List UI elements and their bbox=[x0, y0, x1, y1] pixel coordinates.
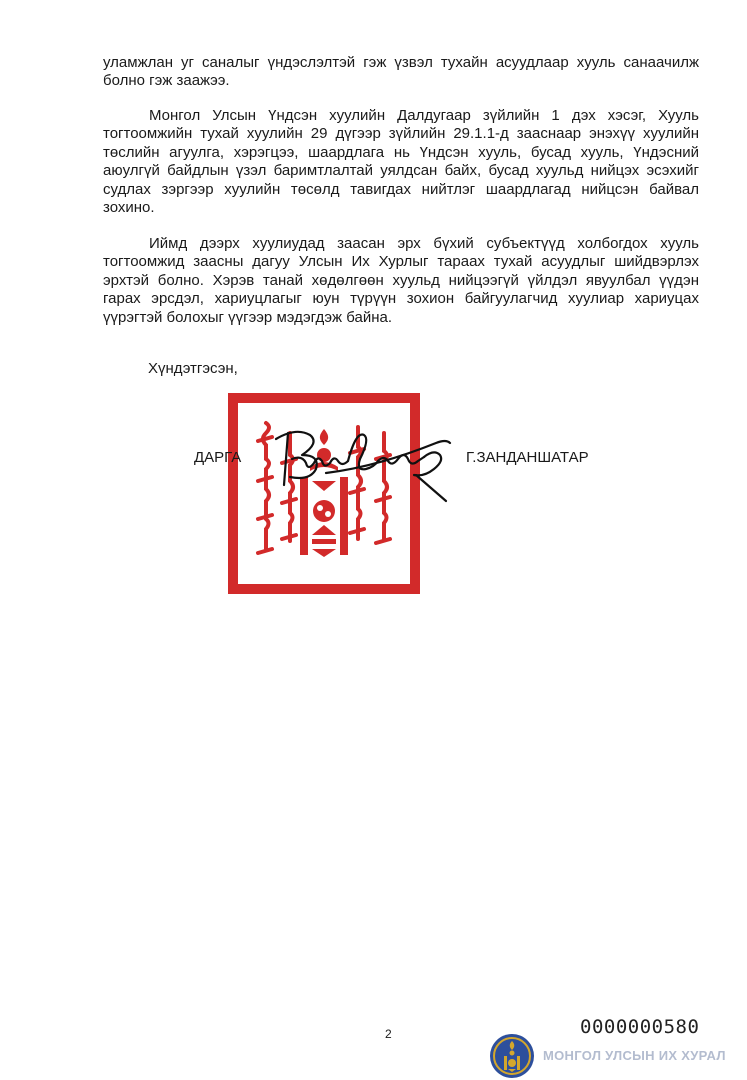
paragraph-line: төслийн агуулга, хэрэгцээ, шаардлага нь Үндсэн хууль, бусад хууль, Үндэсний bbox=[103, 143, 699, 161]
paragraph-line: тогтоомжийн тухай хуулийн 29 дүгээр зүйлийн 29.1.1-д зааснаар энэхүү хуулийн bbox=[103, 125, 699, 143]
document-serial-number: 0000000580 bbox=[580, 1016, 700, 1038]
paragraph-line: судлах зэргээр хуулийн төсөлд тавигдах нийтлэг шаардлагад нийцсэн байвал bbox=[103, 180, 699, 198]
closing-salutation: Хүндэтгэсэн, bbox=[148, 360, 238, 377]
paragraph-line: уламжлан уг саналыг үндэслэлтэй гэж үзвэл тухайн асуудлаар хууль санаачилж bbox=[103, 54, 699, 71]
institution-name: МОНГОЛ УЛСЫН ИХ ХУРАЛ bbox=[543, 1048, 726, 1063]
handwritten-signature-icon bbox=[266, 415, 466, 505]
footer-watermark bbox=[488, 1032, 747, 1080]
paragraph-3 bbox=[103, 235, 699, 327]
paragraph-line: эрхтэй болно. Хэрэв танай хөдөлгөөн хуульд нийцээгүй үйлдэл явуулбал үүдэн bbox=[103, 271, 699, 289]
paragraph-line: үүрэгтэй болохыг үүгээр мэдэгдэж байна. bbox=[103, 308, 392, 326]
paragraph-2 bbox=[103, 107, 699, 217]
paragraph-1 bbox=[103, 54, 699, 91]
paragraph-line: гарах эрсдэл, хариуцлагыг юун түрүүн зохион байгуулагчид хуулиар хариуцах bbox=[103, 290, 699, 308]
signatory-name: Г.ЗАНДАНШАТАР bbox=[466, 449, 589, 466]
paragraph-line: Монгол Улсын Үндсэн хуулийн Далдугаар зүйлийн 1 дэх хэсэг, Хууль bbox=[149, 107, 699, 124]
paragraph-line: аюулгүй байдлын үзэл баримтлалтай уялдсан байх, бусад хуульд нийцэх эсэхийг bbox=[103, 162, 699, 180]
paragraph-line: тогтоомжид заасны дагуу Улсын Их Хурлыг тараах тухай асуудлыг шийдвэрлэх bbox=[103, 253, 699, 271]
paragraph-line: зохино. bbox=[103, 199, 155, 217]
paragraph-line: Иймд дээрх хуулиудад заасан эрх бүхий субъектүүд холбогдох хууль bbox=[149, 235, 699, 252]
soyombo-emblem-icon bbox=[488, 1032, 536, 1080]
paragraph-line: болно гэж заажээ. bbox=[103, 72, 230, 90]
signatory-position: ДАРГА bbox=[194, 449, 242, 466]
page-number: 2 bbox=[385, 1027, 392, 1041]
